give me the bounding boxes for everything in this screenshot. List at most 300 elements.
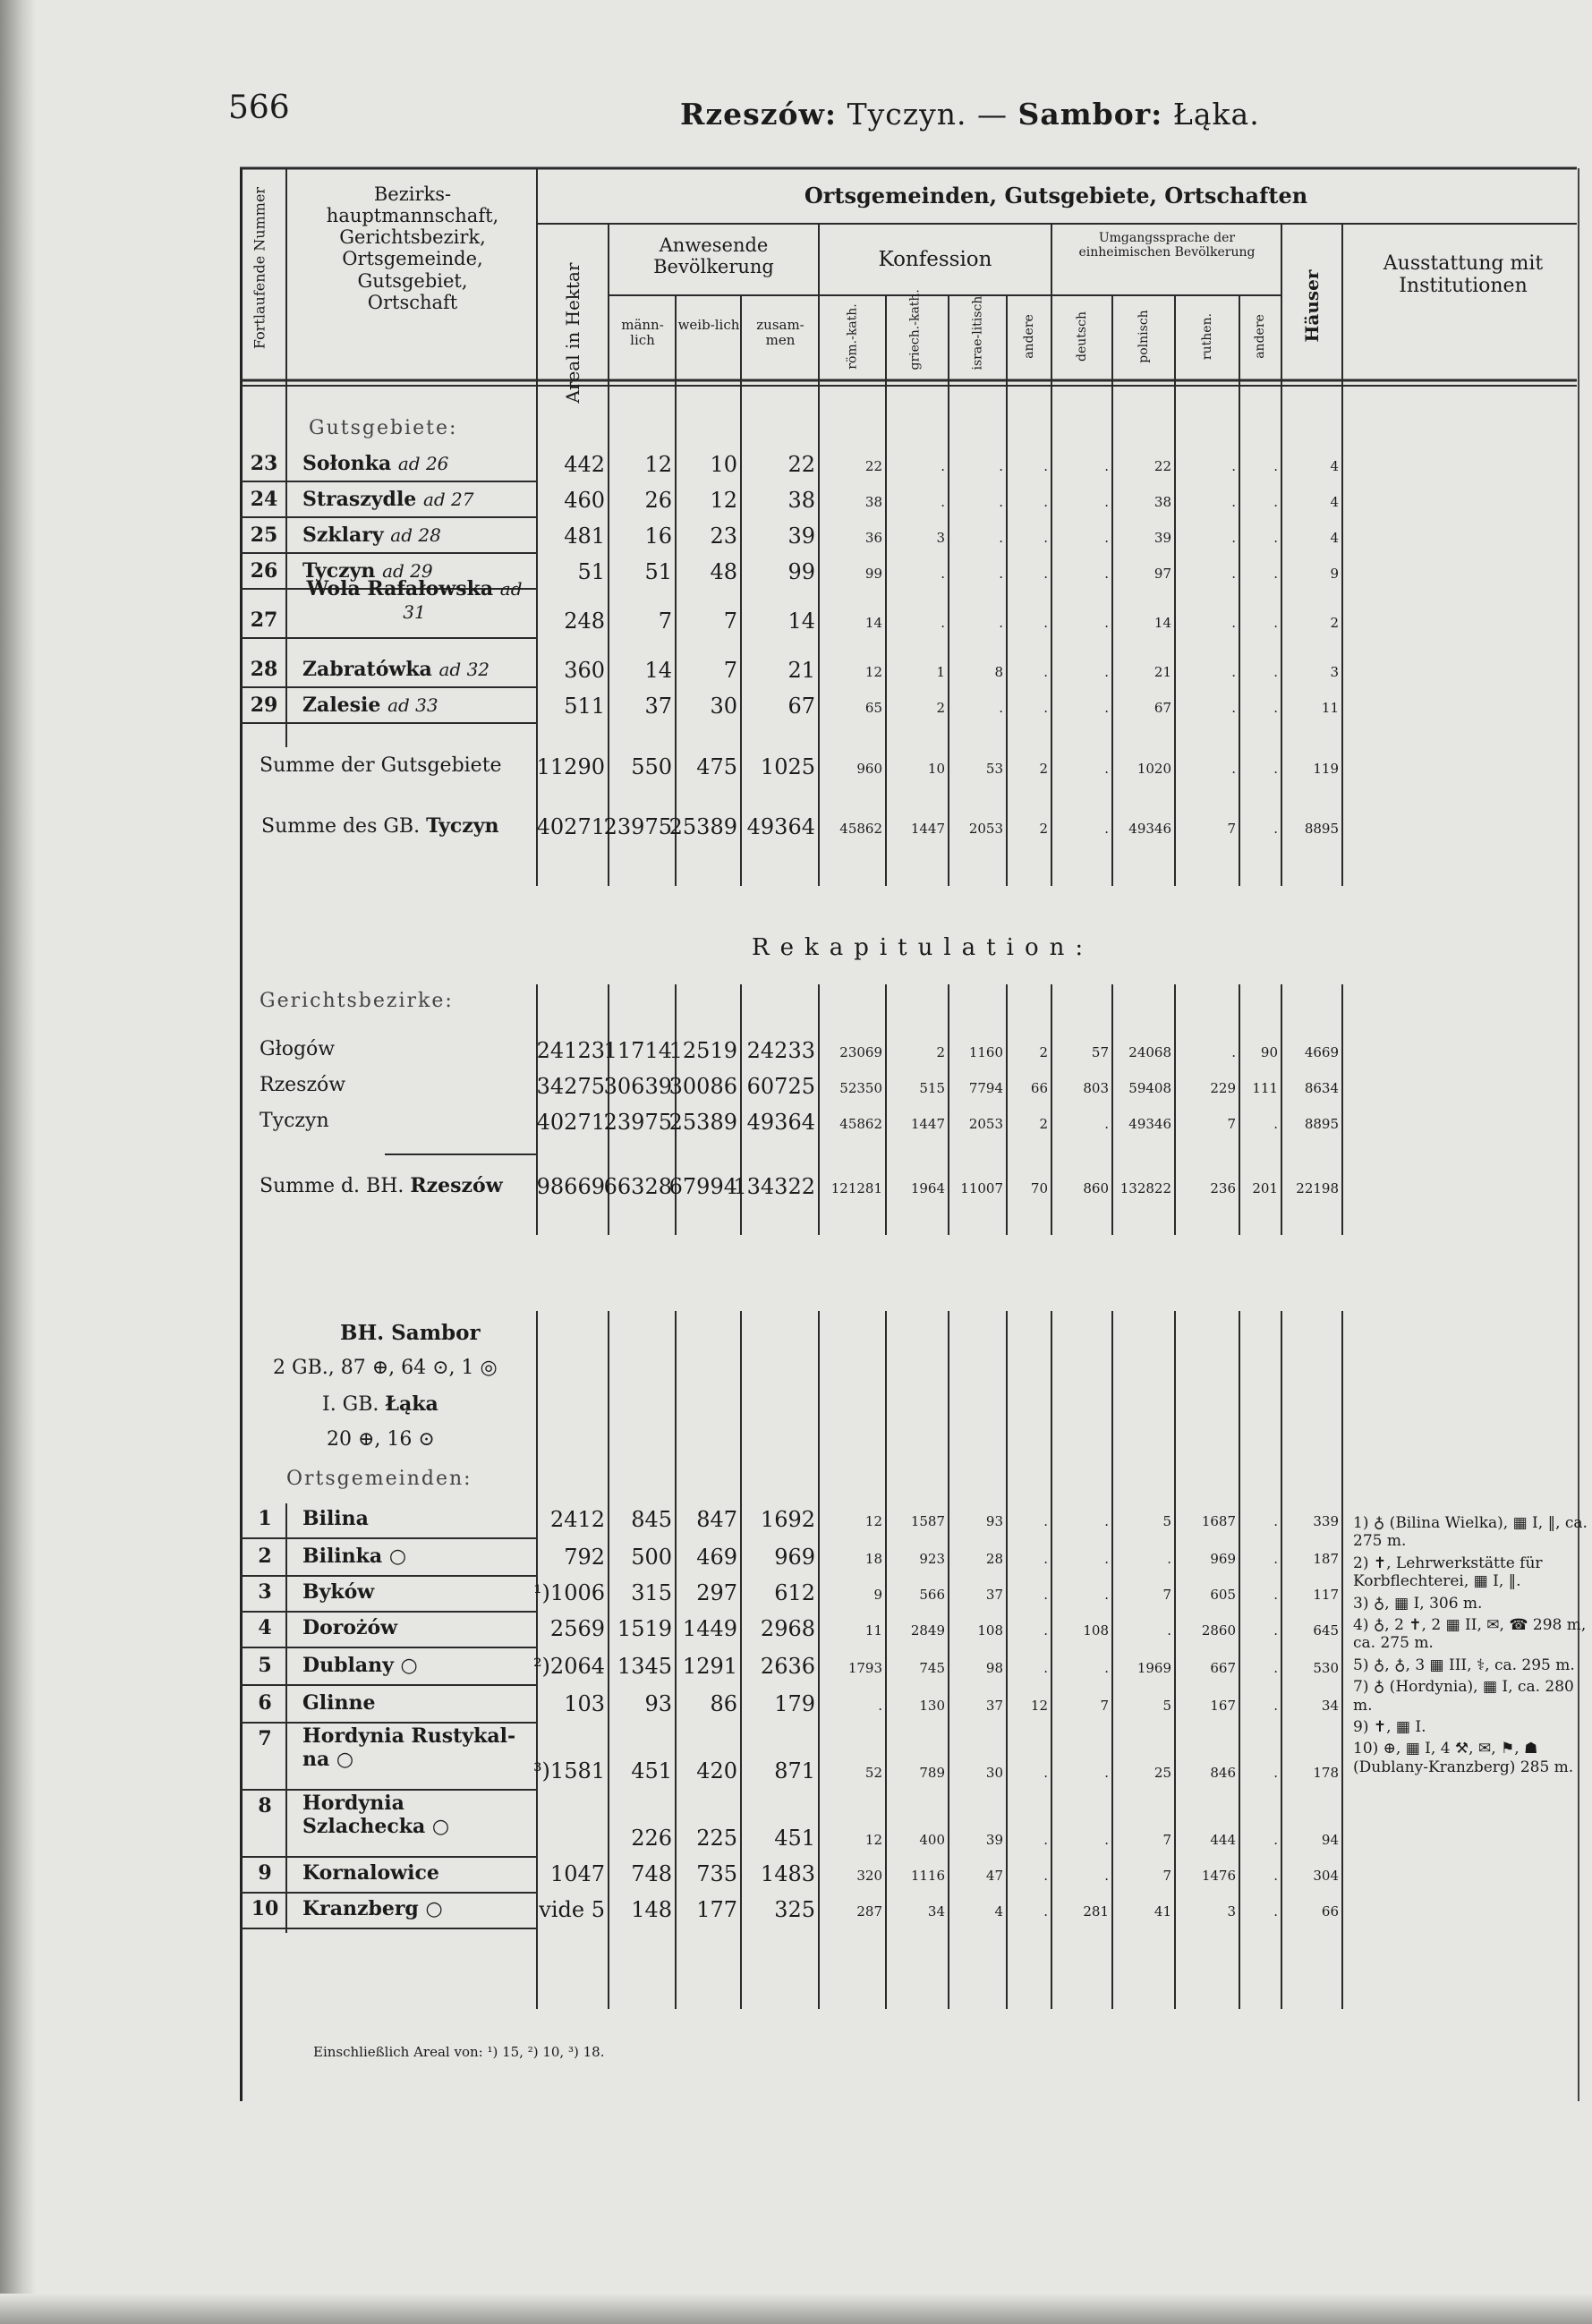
sg-areal: 11290 [536,754,605,779]
row-number: 24 [250,488,278,511]
sg-k4: 2 [1039,761,1048,777]
row-divider [240,516,537,518]
og-8-z: 1483 [760,1861,815,1886]
gg-3-m: 51 [644,559,672,584]
gg-6-u3: . [1231,700,1236,716]
gg-4-w: 7 [723,609,737,634]
og-9-areal: vide 5 [539,1897,605,1922]
og-0-k2: 1587 [910,1513,945,1529]
og-4-u3: 667 [1210,1660,1236,1676]
og-3-u3: 2860 [1201,1622,1236,1639]
gg-3-h: 9 [1330,566,1339,582]
og-0-k3: 93 [985,1513,1003,1529]
og-6-u1: . [1104,1765,1109,1781]
rk-1-k1: 52350 [839,1080,882,1096]
header-griech-kath: griech.-kath. [907,289,923,370]
gg-4-u4: . [1273,615,1278,631]
og-4-k4: . [1043,1660,1048,1676]
place-name-text: Tyczyn [302,559,376,583]
gg-2-u1: . [1104,530,1109,546]
gg-5-u4: . [1273,664,1278,680]
gg-1-u1: . [1104,494,1109,510]
sbh-u4: 201 [1252,1180,1278,1196]
gg-1-h: 4 [1330,494,1339,510]
gg-6-areal: 511 [564,694,605,719]
og-5-k4: 12 [1030,1698,1048,1714]
og-2-areal: ¹)1006 [532,1580,605,1605]
sgb-k3: 2053 [968,821,1003,837]
gg-2-u3: . [1231,530,1236,546]
bh-sambor-line2-text: I. GB. [322,1393,379,1416]
rk-0-k2: 2 [936,1044,945,1060]
gg-3-k4: . [1043,566,1048,582]
rk-2-k4: 2 [1039,1116,1048,1132]
gg-5-k1: 12 [864,664,882,680]
row-number: 26 [250,559,278,583]
row-divider [240,1684,537,1686]
sgb-z: 49364 [746,814,815,839]
gg-1-z: 38 [787,488,815,513]
og-0-m: 845 [631,1507,672,1532]
place-name: Hordynia Szlachecka ○ [302,1792,450,1838]
note-item: 9) ✝, ▦ I. [1353,1717,1426,1736]
gg-6-k1: 65 [864,700,882,716]
gg-1-m: 26 [644,488,672,513]
section-gutsgebiete: Gutsgebiete: [309,417,458,439]
rk-2-u1: . [1104,1116,1109,1132]
gg-3-w: 48 [710,559,737,584]
row-number: 7 [258,1727,272,1750]
rk-0-u3: . [1231,1044,1236,1060]
place-name-text: Straszydle [302,488,417,511]
og-5-m: 93 [644,1691,672,1716]
rk-2-u3: 7 [1227,1116,1236,1132]
og-0-z: 1692 [760,1507,815,1532]
og-0-u4: . [1273,1513,1278,1529]
summe-bh-label-text: Summe d. BH. [260,1175,404,1197]
rk-2-k1: 45862 [839,1116,882,1132]
og-1-k1: 18 [864,1551,882,1567]
og-1-k2: 923 [919,1551,945,1567]
place-name-text: Szklary [302,524,384,547]
gg-4-k4: . [1043,615,1048,631]
page-number: 566 [228,89,290,126]
row-divider [240,1647,537,1648]
gg-6-z: 67 [787,694,815,719]
og-9-z: 325 [774,1897,815,1922]
og-8-k3: 47 [985,1868,1003,1884]
gg-5-k2: 1 [936,664,945,680]
og-4-areal: ²)2064 [532,1654,605,1679]
og-6-z: 871 [774,1758,815,1783]
og-8-k1: 320 [856,1868,882,1884]
rekapitulation-title: Rekapitulation: [752,934,1094,961]
row-divider [240,686,537,688]
court-district-name: Głogów [260,1038,336,1060]
sbh-k4: 70 [1030,1180,1048,1196]
gg-2-k1: 36 [864,530,882,546]
og-7-k3: 39 [985,1832,1003,1848]
place-name [302,524,441,547]
gg-4-u2: 14 [1154,615,1171,631]
gg-3-k1: 99 [864,566,882,582]
gg-5-w: 7 [723,658,737,683]
header-sprache-andere: andere [1253,314,1267,359]
gg-6-k3: . [999,700,1003,716]
og-5-w: 86 [710,1691,737,1716]
gg-4-u3: . [1231,615,1236,631]
sbh-w: 67994 [668,1174,737,1199]
sgb-u2: 49346 [1128,821,1171,837]
sbh-u1: 860 [1083,1180,1109,1196]
rk-2-k3: 2053 [968,1116,1003,1132]
og-6-areal: ³)1581 [532,1758,605,1783]
sbh-h: 22198 [1296,1180,1339,1196]
og-7-k2: 400 [919,1832,945,1848]
gg-5-k3: 8 [994,664,1003,680]
gg-2-areal: 481 [564,524,605,549]
og-2-k3: 37 [985,1587,1003,1603]
gg-4-areal: 248 [564,609,605,634]
og-2-h: 117 [1313,1587,1339,1603]
og-8-m: 748 [631,1861,672,1886]
gg-1-u3: . [1231,494,1236,510]
rk-0-u4: 90 [1260,1044,1278,1060]
gg-0-h: 4 [1330,458,1339,474]
place-ad-ref: ad 27 [422,489,474,510]
og-2-m: 315 [631,1580,672,1605]
header-weiblich: weib-lich [677,317,740,333]
gg-2-k2: 3 [936,530,945,546]
rk-0-z: 24233 [746,1038,815,1063]
og-6-u4: . [1273,1765,1278,1781]
ausstattung-notes [1353,1514,1588,1780]
og-2-u2: 7 [1162,1587,1171,1603]
gg-6-u2: 67 [1154,700,1171,716]
gg-3-u3: . [1231,566,1236,582]
og-5-areal: 103 [564,1691,605,1716]
og-9-u4: . [1273,1903,1278,1920]
gg-1-u4: . [1273,494,1278,510]
place-name: Byków [302,1580,375,1604]
og-3-z: 2968 [760,1616,815,1641]
place-name-text: Sołonka [302,452,392,475]
gg-4-k2: . [941,615,945,631]
gg-1-k3: . [999,494,1003,510]
sg-w: 475 [696,754,737,779]
row-number: 5 [258,1654,272,1677]
og-3-u2: . [1167,1622,1171,1639]
og-3-w: 1449 [682,1616,737,1641]
og-1-k3: 28 [985,1551,1003,1567]
gg-5-z: 21 [787,658,815,683]
og-2-k2: 566 [919,1587,945,1603]
gg-3-areal: 51 [577,559,605,584]
section-gerichtsbezirke: Gerichtsbezirke: [260,990,454,1012]
sg-u4: . [1273,761,1278,777]
gg-6-k2: 2 [936,700,945,716]
og-7-h: 94 [1321,1832,1339,1848]
header-polnisch: polnisch [1137,310,1151,363]
og-2-z: 612 [774,1580,815,1605]
row-divider [240,552,537,554]
og-4-k3: 98 [985,1660,1003,1676]
gg-6-u1: . [1104,700,1109,716]
og-6-k1: 52 [864,1765,882,1781]
sgb-m: 23975 [603,814,672,839]
og-0-u3: 1687 [1201,1513,1236,1529]
gg-1-k4: . [1043,494,1048,510]
sbh-m: 66328 [603,1174,672,1199]
summe-gb-label-text: Summe des GB. [261,815,421,838]
og-6-u3: 846 [1210,1765,1236,1781]
gg-6-u4: . [1273,700,1278,716]
og-9-k1: 287 [856,1903,882,1920]
og-4-z: 2636 [760,1654,815,1679]
og-6-h: 178 [1313,1765,1339,1781]
header-konf-andere: andere [1022,314,1036,359]
gg-4-m: 7 [658,609,672,634]
gg-3-k3: . [999,566,1003,582]
gg-5-m: 14 [644,658,672,683]
og-8-u3: 1476 [1201,1868,1236,1884]
sbh-u2: 132822 [1120,1180,1171,1196]
summe-bh-label-bold: Rzeszów [410,1174,503,1197]
og-8-h: 304 [1313,1868,1339,1884]
rk-0-u2: 24068 [1128,1044,1171,1060]
row-divider [240,1575,537,1577]
head-left-rest: Tyczyn. — [847,97,1008,132]
rk-1-k2: 515 [919,1080,945,1096]
gg-3-u1: . [1104,566,1109,582]
header-ruthenisch: ruthen. [1200,312,1214,361]
rk-1-u1: 803 [1083,1080,1109,1096]
og-3-areal: 2569 [549,1616,605,1641]
note-item: 2) ✝, Lehrwerkstätte für Korbflechterei, ▦ I, ‖. [1353,1554,1543,1591]
og-0-areal: 2412 [549,1507,605,1532]
og-8-u1: . [1104,1868,1109,1884]
place-name: Glinne [302,1691,376,1715]
og-2-k4: . [1043,1587,1048,1603]
note-item: 4) ♁, 2 ✝, 2 ▦ II, ✉, ☎ 298 m, ca. 275 m. [1353,1615,1587,1653]
gg-2-k3: . [999,530,1003,546]
og-5-k2: 130 [919,1698,945,1714]
rk-1-k4: 66 [1030,1080,1048,1096]
gg-2-w: 23 [710,524,737,549]
sg-k2: 10 [927,761,945,777]
og-1-z: 969 [774,1545,815,1570]
sgb-u3: 7 [1227,821,1236,837]
og-8-k4: . [1043,1868,1048,1884]
gg-0-u1: . [1104,458,1109,474]
gg-3-u4: . [1273,566,1278,582]
og-2-u3: 605 [1210,1587,1236,1603]
note-item: 3) ♁, ▦ I, 306 m. [1353,1594,1483,1613]
rk-1-k3: 7794 [968,1080,1003,1096]
og-9-w: 177 [696,1897,737,1922]
bh-sambor-line2-bold: Łąka [385,1392,438,1416]
sg-h: 119 [1313,761,1339,777]
og-3-k4: . [1043,1622,1048,1639]
og-4-m: 1345 [617,1654,672,1679]
og-5-k1: . [878,1698,882,1714]
gg-2-u4: . [1273,530,1278,546]
rk-2-w: 25389 [668,1110,737,1135]
og-4-u4: . [1273,1660,1278,1676]
sbh-areal: 98669 [536,1174,605,1199]
place-name-text: Zabratówka [302,658,432,681]
gg-5-h: 3 [1330,664,1339,680]
gg-6-w: 30 [710,694,737,719]
row-number: 2 [258,1545,272,1568]
rk-0-u1: 57 [1091,1044,1109,1060]
bh-sambor-line2 [322,1392,438,1416]
sg-u2: 1020 [1137,761,1171,777]
rk-2-h: 8895 [1304,1116,1339,1132]
place-name: Kornalowice [302,1861,439,1885]
footnote: Einschließlich Areal von: ¹) 15, ²) 10, ³) 18. [313,2044,605,2060]
place-ad-ref: ad 32 [438,659,490,680]
header-israelitisch: israe-litisch [970,295,985,370]
sg-z: 1025 [760,754,815,779]
gg-0-u4: . [1273,458,1278,474]
og-3-u4: . [1273,1622,1278,1639]
place-name: Dorożów [302,1616,398,1639]
place-ad-ref: ad 29 [382,560,433,582]
note-item: 5) ♁, ♁, 3 ▦ III, ⚕, ca. 295 m. [1353,1656,1575,1674]
bh-sambor-title: BH. Sambor [340,1321,481,1345]
og-7-m: 226 [631,1826,672,1851]
place-ad-ref: ad 31 [403,578,523,623]
rk-1-h: 8634 [1304,1080,1339,1096]
row-number: 4 [258,1616,272,1639]
note-item: 1) ♁ (Bilina Wielka), ▦ I, ‖, ca. 275 m. [1353,1514,1588,1551]
og-7-z: 451 [774,1826,815,1851]
note-item: 7) ♁ (Hordynia), ▦ I, ca. 280 m. [1353,1678,1574,1715]
og-4-u1: . [1104,1660,1109,1676]
og-7-u3: 444 [1210,1832,1236,1848]
rk-1-m: 30639 [603,1074,672,1099]
place-name [302,694,438,717]
rk-1-u3: 229 [1210,1080,1236,1096]
og-9-u3: 3 [1227,1903,1236,1920]
rk-0-w: 12519 [668,1038,737,1063]
og-7-w: 225 [696,1826,737,1851]
gg-2-z: 39 [787,524,815,549]
og-0-w: 847 [696,1507,737,1532]
og-2-u4: . [1273,1587,1278,1603]
gg-6-h: 11 [1321,700,1339,716]
og-5-u1: 7 [1100,1698,1109,1714]
rk-0-areal: 24123 [536,1038,605,1063]
place-name: Dublany ○ [302,1654,418,1677]
place-name: Hordynia Rustykal-na ○ [302,1724,516,1771]
summe-gutsgebiete-label: Summe der Gutsgebiete [260,754,502,777]
og-1-u2: . [1167,1551,1171,1567]
place-name: Bilinka ○ [302,1545,407,1568]
rk-2-k2: 1447 [910,1116,945,1132]
gg-0-u3: . [1231,458,1236,474]
og-1-h: 187 [1313,1551,1339,1567]
gg-0-m: 12 [644,452,672,477]
place-ad-ref: ad 33 [387,694,438,716]
gg-0-k4: . [1043,458,1048,474]
sgb-u4: . [1273,821,1278,837]
row-number: 6 [258,1691,272,1715]
header-zusammen: zusam-men [756,317,805,349]
place-name [302,488,474,511]
gg-1-k1: 38 [864,494,882,510]
og-2-w: 297 [696,1580,737,1605]
og-5-z: 179 [774,1691,815,1716]
row-number: 25 [250,524,278,547]
sgb-k2: 1447 [910,821,945,837]
gg-0-u2: 22 [1154,458,1171,474]
gg-3-k2: . [941,566,945,582]
og-3-k2: 2849 [910,1622,945,1639]
og-7-k4: . [1043,1832,1048,1848]
sg-k1: 960 [856,761,882,777]
row-divider [240,637,537,639]
og-7-u2: 7 [1162,1832,1171,1848]
og-3-h: 645 [1313,1622,1339,1639]
og-9-u2: 41 [1154,1903,1171,1920]
rk-2-z: 49364 [746,1110,815,1135]
og-3-k3: 108 [977,1622,1003,1639]
og-0-k4: . [1043,1513,1048,1529]
og-0-u1: . [1104,1513,1109,1529]
og-9-u1: 281 [1083,1903,1109,1920]
og-5-u4: . [1273,1698,1278,1714]
rk-0-m: 11714 [603,1038,672,1063]
header-maennlich: männ-lich [621,317,664,349]
head-right-bold: Sambor: [1017,97,1163,132]
bh-sambor-line3: 20 ⊕, 16 ⊙ [327,1428,435,1451]
og-5-k3: 37 [985,1698,1003,1714]
og-1-u1: . [1104,1551,1109,1567]
row-number: 1 [258,1507,272,1530]
sgb-h: 8895 [1304,821,1339,837]
row-divider [240,722,537,724]
rk-2-m: 23975 [603,1110,672,1135]
header-areal: Areal in Hektar [562,262,583,404]
rk-1-z: 60725 [746,1074,815,1099]
row-divider [240,1722,537,1724]
og-4-h: 530 [1313,1660,1339,1676]
place-name-text: Wola Rafałowska [306,577,494,600]
og-6-w: 420 [696,1758,737,1783]
gg-5-u1: . [1104,664,1109,680]
gg-5-u2: 21 [1154,664,1171,680]
gg-4-k3: . [999,615,1003,631]
rk-2-u2: 49346 [1128,1116,1171,1132]
row-divider [240,481,537,482]
og-2-k1: 9 [873,1587,882,1603]
gg-4-u1: . [1104,615,1109,631]
og-4-k2: 745 [919,1660,945,1676]
row-divider [240,1928,537,1929]
sbh-k3: 11007 [960,1180,1003,1196]
row-number: 9 [258,1861,272,1885]
sbh-k2: 1964 [910,1180,945,1196]
og-6-m: 451 [631,1758,672,1783]
sg-m: 550 [631,754,672,779]
og-5-h: 34 [1321,1698,1339,1714]
og-7-k1: 12 [864,1832,882,1848]
header-bevoelkerung: Anwesende Bevölkerung [653,234,774,278]
gg-2-k4: . [1043,530,1048,546]
sbh-k1: 121281 [830,1180,882,1196]
